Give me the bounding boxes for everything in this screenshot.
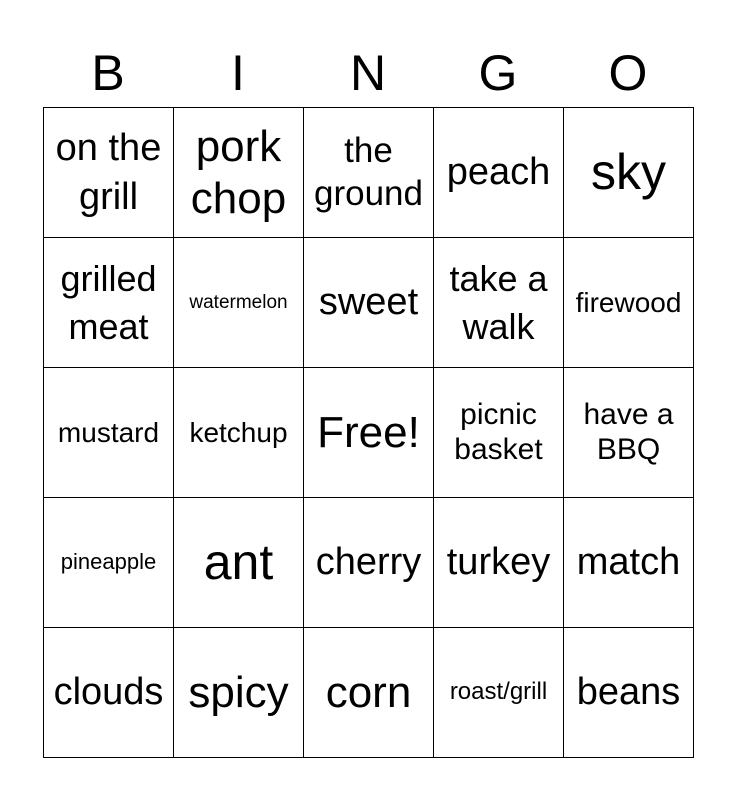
bingo-cell[interactable]: match	[564, 498, 694, 628]
bingo-cell[interactable]: mustard	[44, 368, 174, 498]
bingo-cell[interactable]: peach	[434, 108, 564, 238]
bingo-cell[interactable]: watermelon	[174, 238, 304, 368]
header-letter-n: N	[349, 45, 387, 101]
bingo-cell[interactable]: ant	[174, 498, 304, 628]
header-letter-o: O	[608, 45, 648, 101]
bingo-cell[interactable]: beans	[564, 628, 694, 758]
bingo-cell[interactable]: pork chop	[174, 108, 304, 238]
bingo-cell[interactable]: pineapple	[44, 498, 174, 628]
bingo-cell[interactable]: spicy	[174, 628, 304, 758]
bingo-cell[interactable]: the ground	[304, 108, 434, 238]
bingo-cell[interactable]: clouds	[44, 628, 174, 758]
header-letter-b: B	[91, 45, 125, 101]
bingo-cell[interactable]: turkey	[434, 498, 564, 628]
bingo-cell[interactable]: sweet	[304, 238, 434, 368]
bingo-cell[interactable]: grilled meat	[44, 238, 174, 368]
header-letter-g: G	[478, 45, 518, 101]
bingo-cell[interactable]: sky	[564, 108, 694, 238]
bingo-cell[interactable]: firewood	[564, 238, 694, 368]
bingo-card	[43, 107, 694, 758]
bingo-cell[interactable]: corn	[304, 628, 434, 758]
bingo-cell[interactable]: roast/grill	[434, 628, 564, 758]
bingo-header	[43, 40, 693, 106]
bingo-cell[interactable]: ketchup	[174, 368, 304, 498]
header-letter-i: I	[231, 45, 245, 101]
bingo-cell[interactable]: take a walk	[434, 238, 564, 368]
bingo-cell[interactable]: on the grill	[44, 108, 174, 238]
bingo-cell[interactable]: picnic basket	[434, 368, 564, 498]
free-space[interactable]: Free!	[304, 368, 434, 498]
bingo-cell[interactable]: have a BBQ	[564, 368, 694, 498]
bingo-cell[interactable]: cherry	[304, 498, 434, 628]
